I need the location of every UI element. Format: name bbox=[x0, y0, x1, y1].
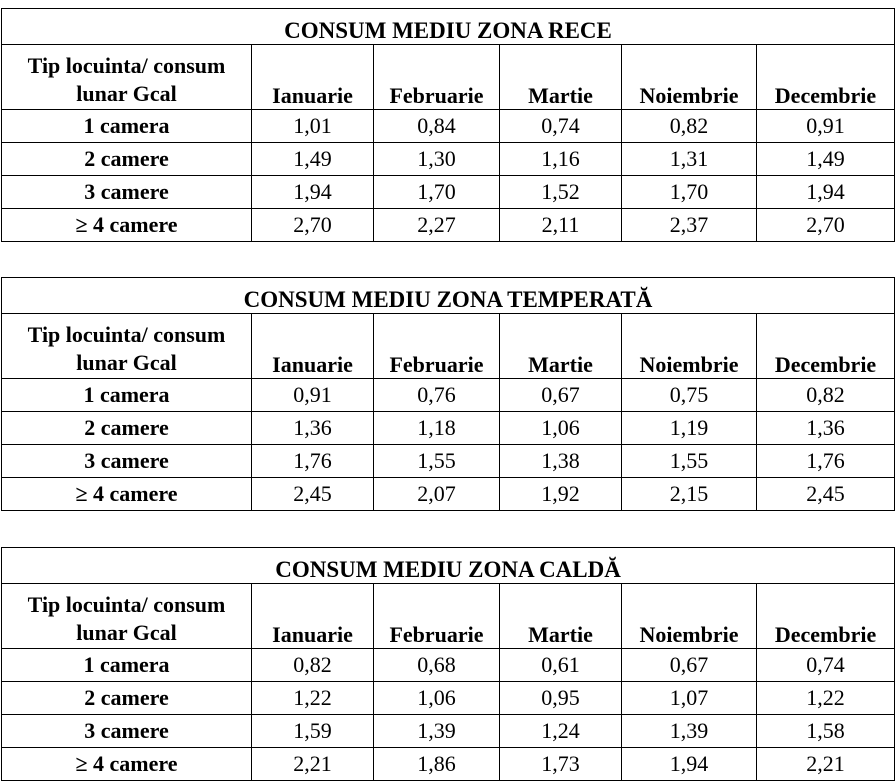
column-header-martie: Martie bbox=[500, 584, 622, 649]
table-cell: 1,49 bbox=[252, 143, 374, 176]
table-cell: 1,24 bbox=[500, 715, 622, 748]
row-label: ≥ 4 camere bbox=[2, 478, 252, 511]
table-cell: 1,94 bbox=[757, 176, 895, 209]
table-row bbox=[2, 209, 895, 242]
column-header-februarie: Februarie bbox=[374, 584, 500, 649]
table-cell: 1,70 bbox=[622, 176, 757, 209]
column-header-ianuarie: Ianuarie bbox=[252, 45, 374, 110]
table-cell: 1,22 bbox=[757, 682, 895, 715]
row-header-label: Tip locuinta/ consum lunar Gcal bbox=[2, 45, 252, 110]
table-title: CONSUM MEDIU ZONA CALDĂ bbox=[2, 548, 895, 584]
table-cell: 1,36 bbox=[757, 412, 895, 445]
table-row bbox=[2, 176, 895, 209]
row-label: 3 camere bbox=[2, 176, 252, 209]
table-cell: 1,06 bbox=[374, 682, 500, 715]
table-cell: 2,21 bbox=[252, 748, 374, 781]
table-cell: 1,06 bbox=[500, 412, 622, 445]
table-cell: 1,49 bbox=[757, 143, 895, 176]
table-cell: 0,67 bbox=[622, 649, 757, 682]
table-row bbox=[2, 412, 895, 445]
table-cell: 2,27 bbox=[374, 209, 500, 242]
table-cell: 1,19 bbox=[622, 412, 757, 445]
table-cell: 1,76 bbox=[252, 445, 374, 478]
row-label: 3 camere bbox=[2, 715, 252, 748]
row-label: 2 camere bbox=[2, 682, 252, 715]
table-title: CONSUM MEDIU ZONA TEMPERATĂ bbox=[2, 278, 895, 314]
column-header-februarie: Februarie bbox=[374, 45, 500, 110]
table-cell: 1,07 bbox=[622, 682, 757, 715]
table-cell: 0,82 bbox=[252, 649, 374, 682]
table-cell: 1,39 bbox=[622, 715, 757, 748]
table-row bbox=[2, 649, 895, 682]
table-cell: 0,91 bbox=[757, 110, 895, 143]
column-header-martie: Martie bbox=[500, 314, 622, 379]
table-cell: 1,52 bbox=[500, 176, 622, 209]
table-cell: 1,55 bbox=[374, 445, 500, 478]
table-cell: 2,70 bbox=[757, 209, 895, 242]
table-row bbox=[2, 110, 895, 143]
table-cell: 0,61 bbox=[500, 649, 622, 682]
table-cell: 1,58 bbox=[757, 715, 895, 748]
table-cell: 2,45 bbox=[252, 478, 374, 511]
table-cell: 2,37 bbox=[622, 209, 757, 242]
table-cell: 1,73 bbox=[500, 748, 622, 781]
table-row bbox=[2, 478, 895, 511]
table-row bbox=[2, 715, 895, 748]
table-cell: 1,22 bbox=[252, 682, 374, 715]
table-title: CONSUM MEDIU ZONA RECE bbox=[2, 9, 895, 45]
row-label: 3 camere bbox=[2, 445, 252, 478]
table-row bbox=[2, 748, 895, 781]
column-header-noiembrie: Noiembrie bbox=[622, 314, 757, 379]
table-cell: 0,84 bbox=[374, 110, 500, 143]
table-cell: 0,74 bbox=[757, 649, 895, 682]
table-cell: 0,91 bbox=[252, 379, 374, 412]
table-cell: 1,92 bbox=[500, 478, 622, 511]
column-header-noiembrie: Noiembrie bbox=[622, 45, 757, 110]
table-cell: 2,11 bbox=[500, 209, 622, 242]
table-cell: 0,76 bbox=[374, 379, 500, 412]
row-label: 1 camera bbox=[2, 649, 252, 682]
table-cell: 0,95 bbox=[500, 682, 622, 715]
table-cell: 2,07 bbox=[374, 478, 500, 511]
table-cell: 2,21 bbox=[757, 748, 895, 781]
column-header-decembrie: Decembrie bbox=[757, 584, 895, 649]
table-row bbox=[2, 379, 895, 412]
column-header-martie: Martie bbox=[500, 45, 622, 110]
table-cell: 0,82 bbox=[622, 110, 757, 143]
row-header-label: Tip locuinta/ consum lunar Gcal bbox=[2, 584, 252, 649]
table-cell: 1,39 bbox=[374, 715, 500, 748]
table-cell: 1,94 bbox=[622, 748, 757, 781]
table-cell: 1,70 bbox=[374, 176, 500, 209]
table-row bbox=[2, 682, 895, 715]
table-zona-temperata bbox=[1, 277, 895, 511]
table-cell: 2,45 bbox=[757, 478, 895, 511]
column-header-decembrie: Decembrie bbox=[757, 314, 895, 379]
table-cell: 1,31 bbox=[622, 143, 757, 176]
table-cell: 0,75 bbox=[622, 379, 757, 412]
table-cell: 1,59 bbox=[252, 715, 374, 748]
table-cell: 1,30 bbox=[374, 143, 500, 176]
table-cell: 0,82 bbox=[757, 379, 895, 412]
table-cell: 1,55 bbox=[622, 445, 757, 478]
table-cell: 0,67 bbox=[500, 379, 622, 412]
table-row bbox=[2, 143, 895, 176]
table-cell: 1,86 bbox=[374, 748, 500, 781]
table-cell: 1,18 bbox=[374, 412, 500, 445]
table-cell: 1,76 bbox=[757, 445, 895, 478]
row-label: 2 camere bbox=[2, 143, 252, 176]
column-header-noiembrie: Noiembrie bbox=[622, 584, 757, 649]
row-header-label: Tip locuinta/ consum lunar Gcal bbox=[2, 314, 252, 379]
row-label: 2 camere bbox=[2, 412, 252, 445]
table-cell: 1,01 bbox=[252, 110, 374, 143]
column-header-ianuarie: Ianuarie bbox=[252, 314, 374, 379]
table-cell: 1,38 bbox=[500, 445, 622, 478]
table-cell: 1,94 bbox=[252, 176, 374, 209]
row-label: ≥ 4 camere bbox=[2, 209, 252, 242]
table-cell: 2,15 bbox=[622, 478, 757, 511]
row-label: 1 camera bbox=[2, 110, 252, 143]
table-zona-calda bbox=[1, 547, 895, 781]
column-header-ianuarie: Ianuarie bbox=[252, 584, 374, 649]
table-cell: 0,68 bbox=[374, 649, 500, 682]
table-zona-rece bbox=[1, 8, 895, 242]
column-header-decembrie: Decembrie bbox=[757, 45, 895, 110]
column-header-februarie: Februarie bbox=[374, 314, 500, 379]
table-cell: 1,16 bbox=[500, 143, 622, 176]
table-row bbox=[2, 445, 895, 478]
row-label: 1 camera bbox=[2, 379, 252, 412]
table-cell: 0,74 bbox=[500, 110, 622, 143]
row-label: ≥ 4 camere bbox=[2, 748, 252, 781]
table-cell: 1,36 bbox=[252, 412, 374, 445]
table-cell: 2,70 bbox=[252, 209, 374, 242]
